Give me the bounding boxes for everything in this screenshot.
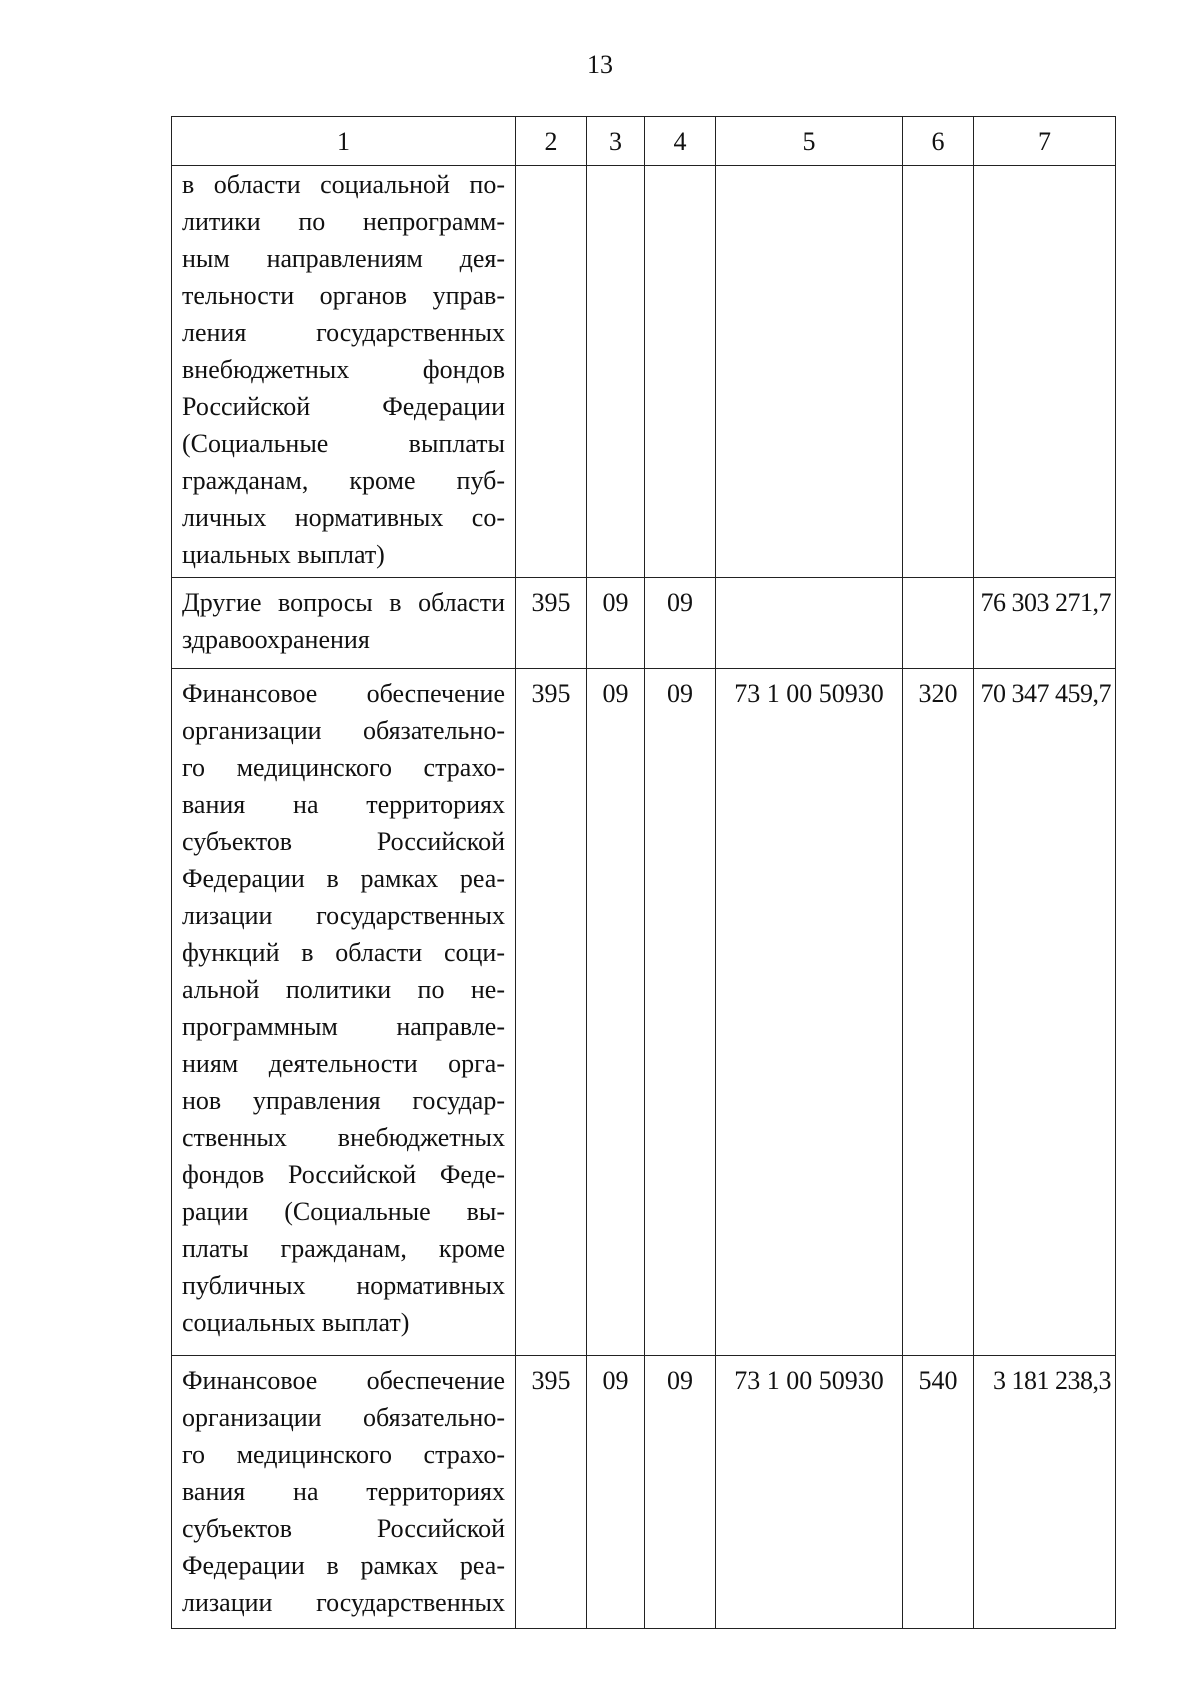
table-row — [172, 578, 1116, 669]
header-col-1: 1 — [172, 117, 516, 166]
col-3-cell: 09 — [587, 1356, 645, 1629]
name-line: субъектов Российской — [182, 1514, 505, 1543]
name-line: организации обязательно- — [182, 1403, 505, 1432]
name-line: Финансовое обеспечение — [182, 679, 505, 708]
name-line: публичных нормативных — [182, 1271, 505, 1300]
name-line: рации (Социальные вы- — [182, 1197, 505, 1226]
col-6-cell — [903, 578, 974, 669]
name-line: социальных выплат) — [182, 1308, 410, 1337]
name-line: личных нормативных со- — [182, 503, 505, 532]
name-line: организации обязательно- — [182, 716, 505, 745]
name-line: го медицинского страхо- — [182, 1440, 505, 1469]
header-col-4: 4 — [645, 117, 716, 166]
name-line: ниям деятельности орга- — [182, 1049, 505, 1078]
name-line: в области социальной по- — [182, 170, 505, 199]
name-line: Федерации в рамках реа- — [182, 1551, 505, 1580]
name-line: Финансовое обеспечение — [182, 1366, 505, 1395]
row-name-cell — [172, 578, 516, 669]
header-col-2: 2 — [516, 117, 587, 166]
col-5-cell — [716, 578, 903, 669]
name-line: гражданам, кроме пуб- — [182, 466, 505, 495]
col-5-cell: 73 1 00 50930 — [716, 669, 903, 1356]
name-line: фондов Российской Феде- — [182, 1160, 505, 1189]
header-col-7: 7 — [974, 117, 1116, 166]
name-line: литики по непрограмм- — [182, 207, 505, 236]
col-6-cell: 320 — [903, 669, 974, 1356]
name-line: циальных выплат) — [182, 540, 385, 569]
page-number: 13 — [587, 50, 613, 79]
name-line: функций в области соци- — [182, 938, 505, 967]
col-4-cell: 09 — [645, 1356, 716, 1629]
table-row — [172, 1356, 1116, 1629]
header-col-3: 3 — [587, 117, 645, 166]
col-7-cell: 3 181 238,3 — [974, 1356, 1116, 1629]
table-row — [172, 166, 1116, 578]
name-line: субъектов Российской — [182, 827, 505, 856]
row-name-cell — [172, 669, 516, 1356]
col-5-cell: 73 1 00 50930 — [716, 1356, 903, 1629]
col-2-cell: 395 — [516, 669, 587, 1356]
name-line: внебюджетных фондов — [182, 355, 505, 384]
col-4-cell — [645, 166, 716, 578]
row-name-cell — [172, 166, 516, 578]
name-line: программным направле- — [182, 1012, 505, 1041]
name-line: Другие вопросы в области — [182, 588, 505, 617]
col-6-cell — [903, 166, 974, 578]
col-2-cell: 395 — [516, 578, 587, 669]
col-7-cell: 76 303 271,7 — [974, 578, 1116, 669]
col-6-cell: 540 — [903, 1356, 974, 1629]
col-5-cell — [716, 166, 903, 578]
col-3-cell — [587, 166, 645, 578]
col-4-cell: 09 — [645, 578, 716, 669]
header-col-6: 6 — [903, 117, 974, 166]
col-7-cell — [974, 166, 1116, 578]
col-3-cell: 09 — [587, 578, 645, 669]
col-2-cell — [516, 166, 587, 578]
row-name-cell — [172, 1356, 516, 1629]
col-4-cell: 09 — [645, 669, 716, 1356]
name-line: ным направлениям дея- — [182, 244, 505, 273]
name-line: лизации государственных — [182, 1588, 505, 1617]
name-line: альной политики по не- — [182, 975, 505, 1004]
name-line: вания на территориях — [182, 790, 505, 819]
header-col-5: 5 — [716, 117, 903, 166]
name-line: лизации государственных — [182, 901, 505, 930]
col-3-cell: 09 — [587, 669, 645, 1356]
name-line: ления государственных — [182, 318, 505, 347]
name-line: Российской Федерации — [182, 392, 505, 421]
name-line: (Социальные выплаты — [182, 429, 505, 458]
name-line: платы гражданам, кроме — [182, 1234, 505, 1263]
table-header-row — [172, 117, 1116, 166]
name-line: нов управления государ- — [182, 1086, 505, 1115]
table-row — [172, 669, 1116, 1356]
name-line: ственных внебюджетных — [182, 1123, 505, 1152]
name-line: вания на территориях — [182, 1477, 505, 1506]
name-line: здравоохранения — [182, 625, 370, 654]
name-line: Федерации в рамках реа- — [182, 864, 505, 893]
name-line: тельности органов управ- — [182, 281, 505, 310]
col-7-cell: 70 347 459,7 — [974, 669, 1116, 1356]
name-line: го медицинского страхо- — [182, 753, 505, 782]
col-2-cell: 395 — [516, 1356, 587, 1629]
budget-table — [171, 116, 1116, 1629]
